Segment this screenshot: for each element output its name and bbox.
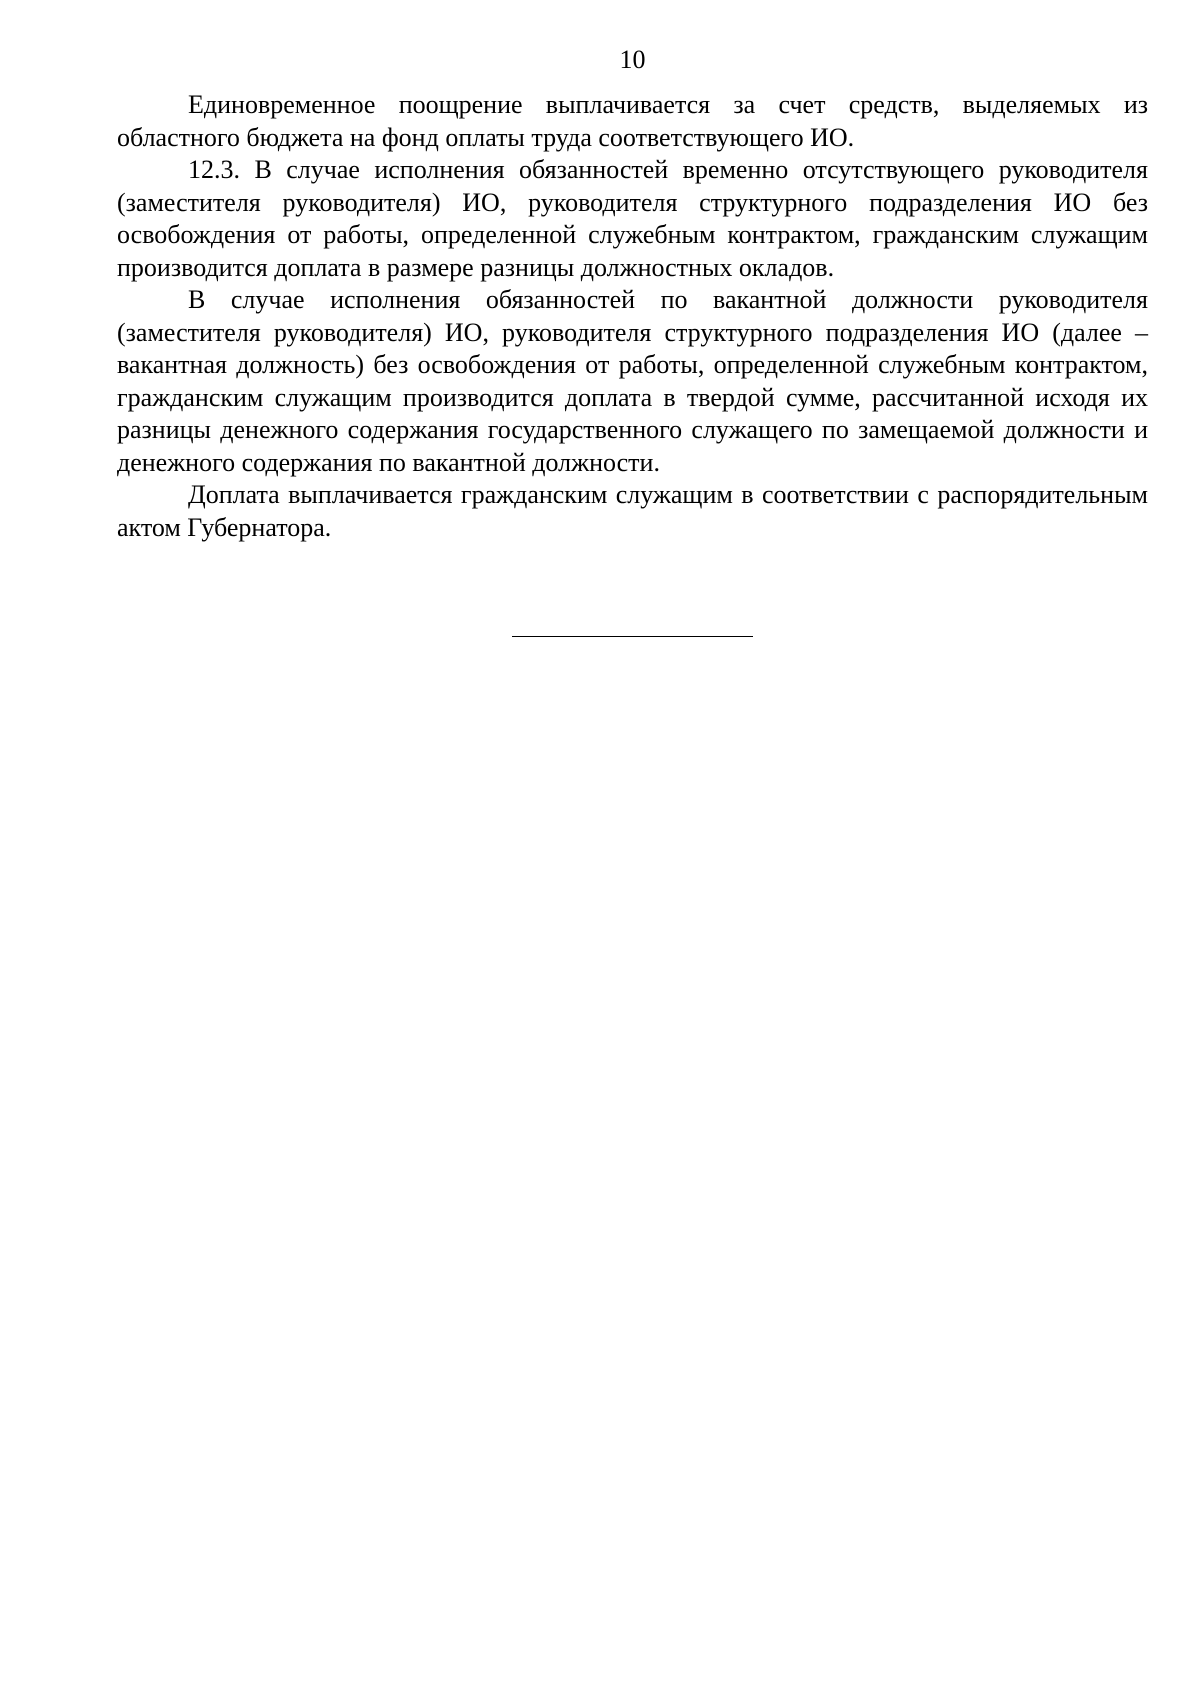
paragraph-governor-act: Доплата выплачивается гражданским служащим в соответствии с распорядительным актом Губернатора.: [117, 480, 1148, 542]
paragraph-12-3-temporary-duties: 12.3. В случае исполнения обязанностей временно отсутствующего руководителя (заместителя руководителя) ИО, руководителя структурного подразделения ИО без освобождения от работы, определенной служебным контрактом, гражданским служащим производится доплата в размере разницы должностных окладов.: [117, 155, 1148, 282]
end-of-document-rule: [512, 636, 753, 637]
page-number: 10: [619, 45, 646, 74]
paragraph-vacant-position-duties: В случае исполнения обязанностей по вакантной должности руководителя (заместителя руководителя) ИО, руководителя структурного подразделения ИО (далее – вакантная должность) без освобождения от работы, определенной служебным контрактом, гражданским служащим производится доплата в твердой сумме, рассчитанной исходя их разницы денежного содержания государственного служащего по замещаемой должности и денежного содержания по вакантной должности.: [117, 285, 1148, 477]
paragraph-bonus-funding: Единовременное поощрение выплачивается за счет средств, выделяемых из областного бюджета на фонд оплаты труда соответствующего ИО.: [117, 90, 1148, 152]
document-body: [117, 89, 1148, 544]
